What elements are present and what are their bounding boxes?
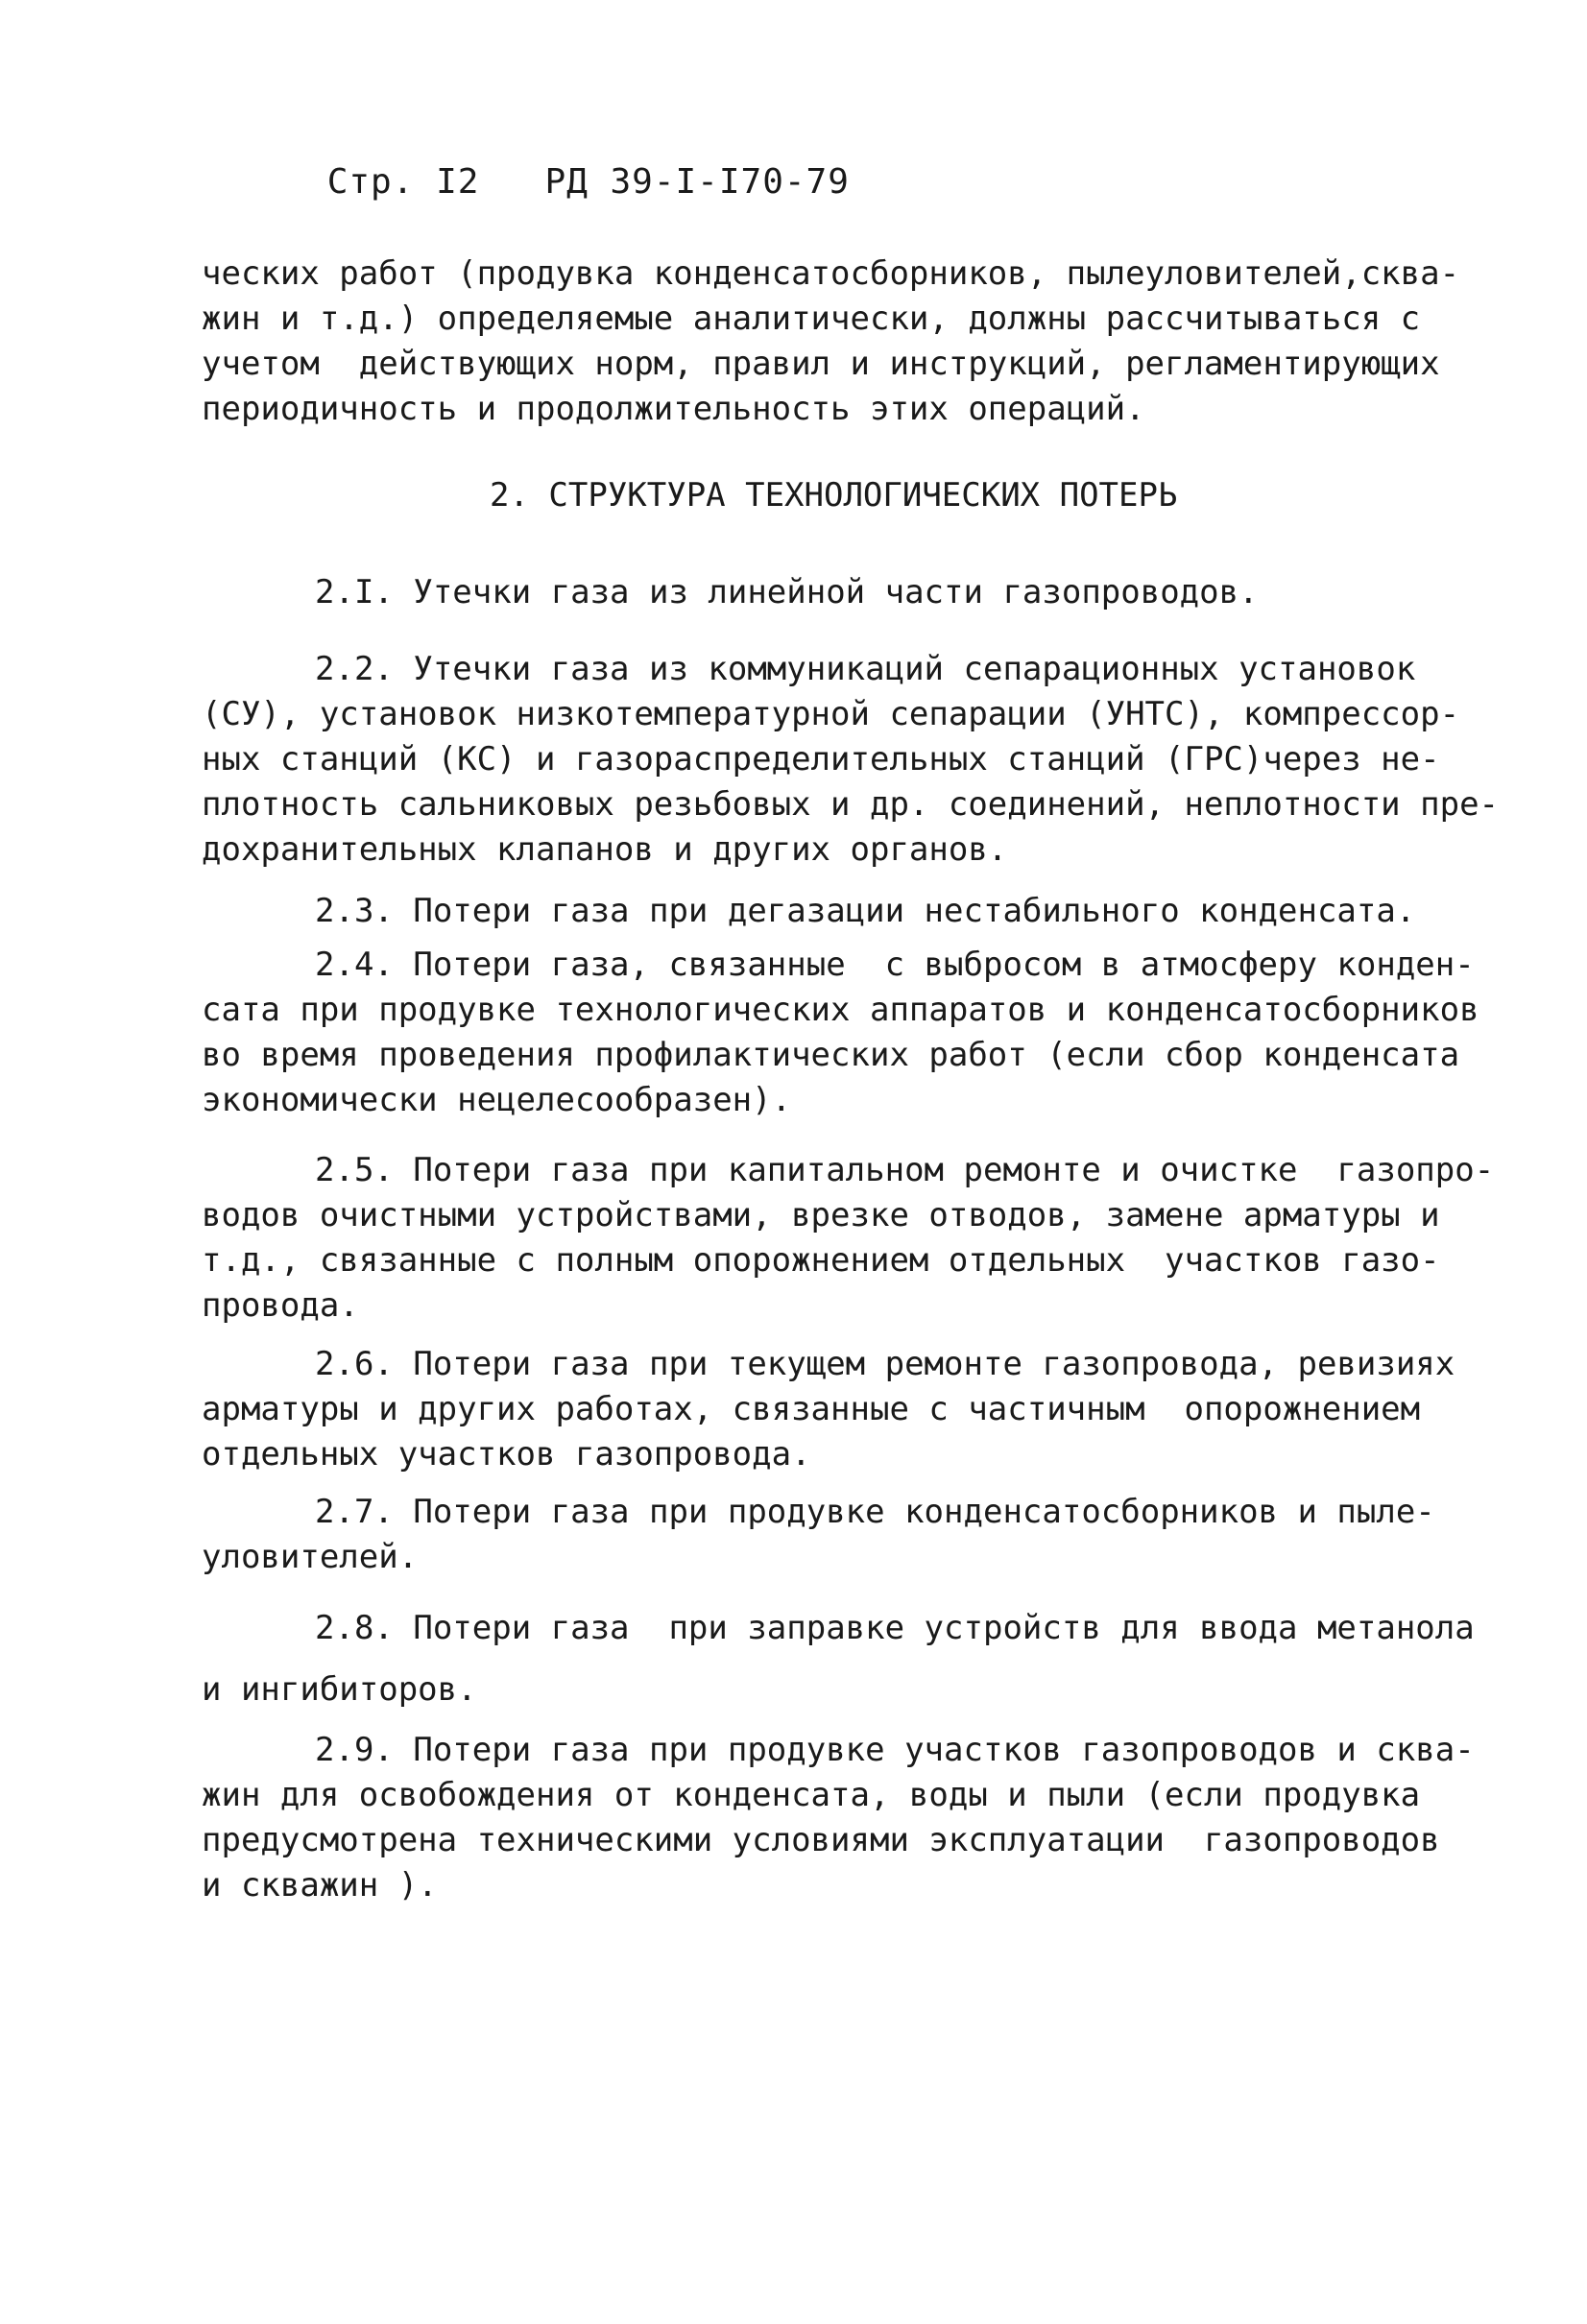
text-line: и ингибиторов.: [202, 1670, 477, 1709]
text-line: периодичность и продолжительность этих операций.: [202, 390, 1145, 428]
text-line: жин для освобождения от конденсата, воды и пыли (если продувка: [202, 1776, 1421, 1814]
text-line: арматуры и других работах, связанные с частичным опорожнением: [202, 1390, 1421, 1428]
page-number: Стр. I2: [326, 162, 480, 202]
item-2-7: [202, 1490, 1440, 1580]
text-line: жин и т.д.) определяемые аналитически, должны рассчитываться с: [202, 299, 1421, 338]
item-2-5: [202, 1148, 1495, 1329]
intro-paragraph: [202, 252, 1460, 432]
text-line: провода.: [202, 1286, 359, 1325]
text-line: 2.5. Потери газа при капитальном ремонте и очистке газопро-: [315, 1151, 1495, 1189]
item-2-3: [202, 889, 1440, 934]
text-line: ческих работ (продувка конденсатосборников, пылеуловителей,сква-: [202, 254, 1460, 293]
text-line: 2.I. Утечки газа из линейной части газопроводов.: [315, 573, 1259, 611]
item-2-4: [202, 943, 1479, 1123]
text-line: и скважин ).: [202, 1866, 438, 1905]
text-line: т.д., связанные с полным опорожнением отдельных участков газо-: [202, 1241, 1440, 1280]
text-line: сата при продувке технологических аппаратов и конденсатосборников: [202, 991, 1479, 1029]
text-line: во время проведения профилактических работ (если сбор конденсата: [202, 1036, 1460, 1074]
text-line: дохранительных клапанов и других органов.: [202, 830, 1008, 869]
text-line: 2.4. Потери газа, связанные с выбросом в атмосферу конден-: [315, 946, 1475, 984]
item-2-2: [202, 647, 1500, 873]
text-line: предусмотрена техническими условиями эксплуатации газопроводов: [202, 1821, 1440, 1859]
page-header: [240, 123, 850, 241]
item-2-8: [202, 1597, 1475, 1720]
text-line: учетом действующих норм, правил и инструкций, регламентирующих: [202, 345, 1440, 383]
text-line: отдельных участков газопровода.: [202, 1435, 811, 1473]
item-2-6: [202, 1342, 1455, 1477]
text-line: 2.2. Утечки газа из коммуникаций сепарационных установок: [315, 650, 1416, 688]
text-line: 2.6. Потери газа при текущем ремонте газопровода, ревизиях: [315, 1345, 1455, 1383]
text-line: 2.3. Потери газа при дегазации нестабильного конденсата.: [315, 892, 1416, 930]
text-line: ных станций (КС) и газораспределительных станций (ГРС)через не-: [202, 740, 1440, 779]
section-heading: 2. СТРУКТУРА ТЕХНОЛОГИЧЕСКИХ ПОТЕРЬ: [490, 476, 1178, 515]
document-code: РД 39-I-I70-79: [544, 162, 850, 202]
text-line: 2.9. Потери газа при продувке участков газопроводов и сква-: [315, 1731, 1475, 1769]
text-line: водов очистными устройствами, врезке отводов, замене арматуры и: [202, 1196, 1440, 1234]
text-line: (СУ), установок низкотемпературной сепарации (УНТС), компрессор-: [202, 695, 1460, 733]
text-line: 2.7. Потери газа при продувке конденсатосборников и пыле-: [315, 1493, 1435, 1531]
item-2-1: [202, 570, 1440, 615]
text-line: плотность сальниковых резьбовых и др. соединений, неплотности пре-: [202, 785, 1500, 824]
text-line: экономически нецелесообразен).: [202, 1081, 792, 1119]
item-2-9: [202, 1728, 1475, 1908]
text-line: 2.8. Потери газа при заправке устройств для ввода метанола: [315, 1609, 1475, 1647]
text-line: уловителей.: [202, 1538, 419, 1576]
